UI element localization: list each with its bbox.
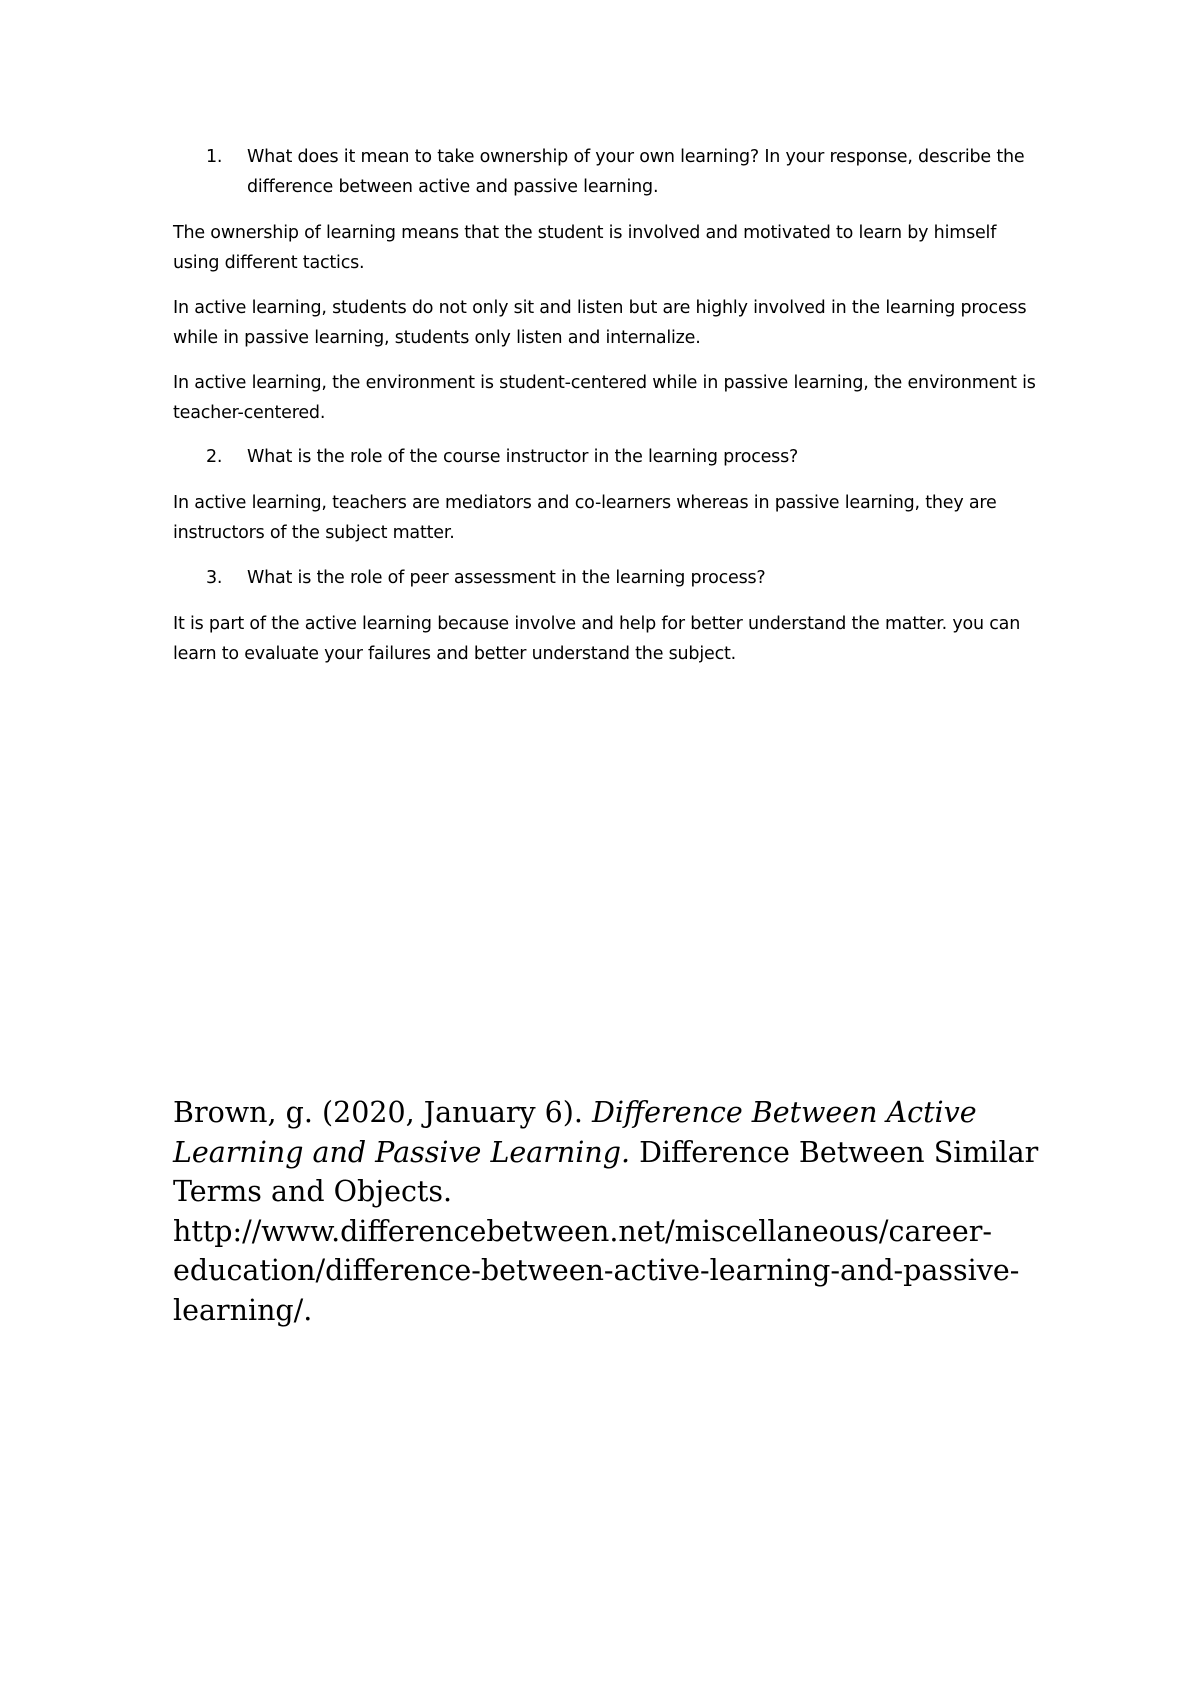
citation-url: http://www.differencebetween.net/miscellaneous/career-education/difference-between-active-learning-and-passive-learning/. bbox=[173, 1214, 1020, 1327]
question-3 bbox=[0, 564, 1200, 594]
question-number: 1. bbox=[206, 147, 223, 167]
reference-citation bbox=[173, 1093, 1053, 1330]
citation-publisher: Difference Between Similar Terms and Objects. bbox=[173, 1135, 1039, 1208]
answer-paragraph: It is part of the active learning because involve and help for better understand the matter. you can learn to evaluate your failures and better understand the subject. bbox=[173, 614, 1021, 664]
question-text: What does it mean to take ownership of your own learning? In your response, describe the difference between active and passive learning. bbox=[247, 147, 1025, 197]
citation-author-date: Brown, g. (2020, January 6). bbox=[173, 1096, 592, 1129]
question-text: What is the role of peer assessment in the learning process? bbox=[247, 568, 766, 588]
answer-paragraph: In active learning, students do not only sit and listen but are highly involved in the learning process while in passive learning, students only listen and internalize. bbox=[173, 298, 1027, 348]
question-number: 3. bbox=[206, 568, 223, 588]
answer-paragraph: In active learning, the environment is student-centered while in passive learning, the environment is teacher-centered. bbox=[173, 373, 1036, 423]
answer-paragraph: The ownership of learning means that the student is involved and motivated to learn by himself using different tactics. bbox=[173, 223, 997, 273]
question-number: 2. bbox=[206, 447, 223, 467]
question-text: What is the role of the course instructor in the learning process? bbox=[247, 447, 799, 467]
question-2 bbox=[0, 443, 1200, 473]
citation-title: Difference Between Active Learning and Passive Learning. bbox=[173, 1096, 977, 1169]
question-1 bbox=[0, 143, 1200, 203]
answer-paragraph: In active learning, teachers are mediators and co-learners whereas in passive learning, they are instructors of the subject matter. bbox=[173, 493, 997, 543]
